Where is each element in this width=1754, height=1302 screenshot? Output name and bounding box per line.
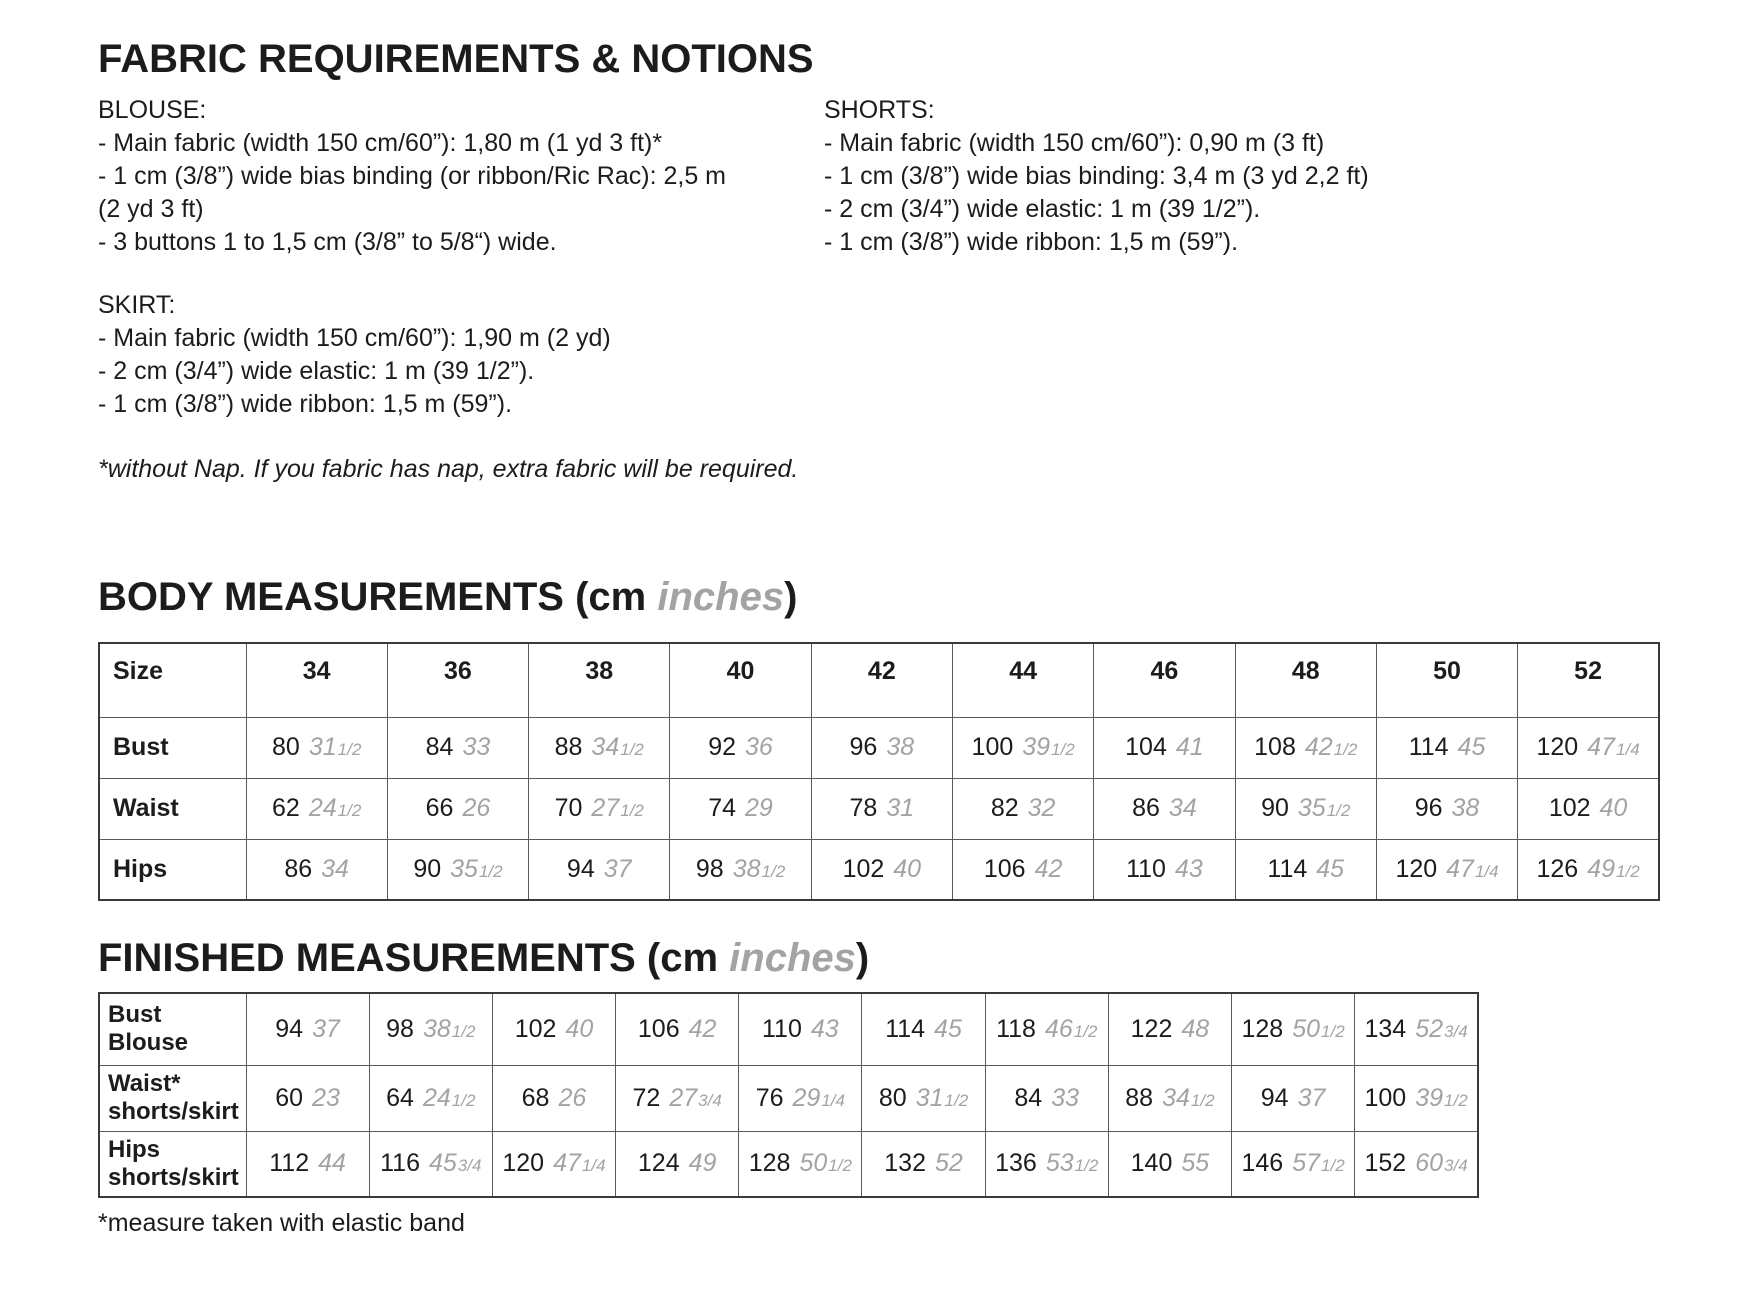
cm-value: 114 <box>1267 854 1308 883</box>
inch-value: 471/4 <box>553 1149 606 1178</box>
cm-value: 120 <box>1536 733 1579 761</box>
shorts-heading: SHORTS: <box>824 96 935 124</box>
inch-value: 531/2 <box>1045 1149 1099 1178</box>
inch-value: 571/2 <box>1292 1149 1345 1178</box>
cm-value: 120 <box>502 1149 545 1178</box>
measurement-cell <box>369 1065 492 1131</box>
measurement-cell <box>1376 778 1517 839</box>
inch-fraction: 1/2 <box>1333 740 1358 759</box>
inch-value: 271/2 <box>591 794 644 822</box>
measurement-cell <box>739 1065 862 1131</box>
fabric-requirements-section <box>98 94 1658 421</box>
cm-value: 86 <box>1132 794 1160 822</box>
inch-fraction: 1/4 <box>581 1156 606 1176</box>
size-column-header: 42 <box>811 643 952 717</box>
inch-value: 26 <box>558 1083 587 1112</box>
inch-value: 38 <box>886 733 915 761</box>
inch-value: 453/4 <box>428 1149 482 1178</box>
cm-value: 62 <box>272 794 300 822</box>
finished-measurements-heading-text: FINISHED MEASUREMENTS (cm <box>98 936 730 980</box>
measurement-cell <box>369 993 492 1065</box>
measurement-cell <box>985 1065 1108 1131</box>
cm-value: 68 <box>521 1083 550 1112</box>
inch-fraction: 1/2 <box>620 740 644 759</box>
inch-fraction: 3/4 <box>1444 1156 1468 1176</box>
inch-value: 26 <box>462 794 491 822</box>
inch-value: 33 <box>1051 1083 1080 1112</box>
size-column-header: 38 <box>529 643 670 717</box>
measurement-cell <box>492 993 615 1065</box>
inch-value: 33 <box>462 733 491 761</box>
inch-value: 40 <box>893 854 922 883</box>
size-header-row <box>99 643 1659 717</box>
shorts-items <box>824 127 1658 259</box>
measurement-cell <box>1355 1065 1478 1131</box>
requirement-line: - 1 cm (3/8”) wide bias binding: 3,4 m (3 yd 2,2 ft) <box>824 162 1369 190</box>
cm-value: 84 <box>1014 1083 1043 1112</box>
cm-value: 100 <box>971 733 1014 761</box>
cm-value: 106 <box>983 854 1026 883</box>
measurement-row <box>99 717 1659 778</box>
inch-value: 421/2 <box>1304 733 1358 761</box>
cm-value: 96 <box>1414 794 1443 822</box>
requirement-line: - Main fabric (width 150 cm/60”): 0,90 m (3 ft) <box>824 129 1325 157</box>
cm-value: 92 <box>708 733 737 761</box>
cm-value: 118 <box>996 1014 1036 1043</box>
requirement-line: - 1 cm (3/8”) wide ribbon: 1,5 m (59”). <box>824 228 1239 256</box>
cm-value: 88 <box>1125 1083 1154 1112</box>
cm-value: 104 <box>1125 733 1167 761</box>
inch-fraction: 3/4 <box>1444 1021 1468 1041</box>
cm-value: 122 <box>1130 1014 1173 1043</box>
measurement-cell <box>1355 1131 1478 1197</box>
cm-value: 152 <box>1364 1149 1407 1178</box>
inch-fraction: 1/2 <box>1074 1156 1099 1176</box>
cm-value: 116 <box>380 1149 420 1178</box>
cm-value: 80 <box>272 733 300 761</box>
measurement-cell <box>952 839 1093 900</box>
inch-value: 241/2 <box>422 1083 476 1112</box>
inch-value: 48 <box>1181 1014 1210 1043</box>
measurement-cell <box>369 1131 492 1197</box>
measurement-cell <box>387 839 528 900</box>
measurement-cell <box>985 993 1108 1065</box>
size-column-header: 52 <box>1518 643 1659 717</box>
measurement-cell <box>1235 778 1376 839</box>
measurement-cell <box>616 993 739 1065</box>
body-measurements-heading-close: ) <box>784 575 798 619</box>
measurement-cell <box>1518 839 1659 900</box>
inch-value: 45 <box>1457 733 1486 761</box>
inch-value: 45 <box>1316 854 1345 883</box>
inch-value: 40 <box>1599 794 1628 822</box>
cm-value: 94 <box>275 1014 304 1043</box>
cm-value: 86 <box>284 854 313 883</box>
inch-fraction: 1/2 <box>337 740 362 759</box>
measurement-cell <box>1518 778 1659 839</box>
measurement-row <box>99 1065 1478 1131</box>
inch-value: 23 <box>312 1083 340 1112</box>
measurement-cell <box>1376 839 1517 900</box>
inch-value: 381/2 <box>732 854 786 883</box>
measurement-cell <box>811 839 952 900</box>
inch-value: 34 <box>1168 794 1197 822</box>
inch-fraction: 1/2 <box>478 861 503 881</box>
cm-value: 120 <box>1395 854 1438 883</box>
inch-fraction: 1/2 <box>1444 1090 1468 1110</box>
cm-value: 128 <box>748 1149 791 1178</box>
inch-value: 471/4 <box>1446 854 1499 883</box>
measurement-cell <box>1235 717 1376 778</box>
measurement-cell <box>246 1065 369 1131</box>
requirement-line: - 2 cm (3/4”) wide elastic: 1 m (39 1/2”). <box>98 357 535 385</box>
cm-value: 94 <box>566 854 595 883</box>
requirement-line: (2 yd 3 ft) <box>98 195 204 223</box>
inch-fraction: 1/4 <box>1616 740 1640 759</box>
row-label: Bust <box>99 717 246 778</box>
skirt-items <box>98 322 824 421</box>
inch-value: 32 <box>1027 794 1056 822</box>
row-label: Waist* shorts/skirt <box>99 1065 246 1131</box>
inch-value: 273/4 <box>669 1083 722 1112</box>
measurement-cell <box>246 993 369 1065</box>
measurement-cell <box>616 1065 739 1131</box>
cm-value: 82 <box>990 794 1019 822</box>
inch-fraction: 1/2 <box>828 1156 852 1176</box>
measurement-cell <box>862 993 985 1065</box>
size-column-header: 34 <box>246 643 387 717</box>
inch-value: 241/2 <box>308 794 362 822</box>
measurement-cell <box>1518 717 1659 778</box>
inch-value: 49 <box>688 1149 717 1178</box>
inch-fraction: 3/4 <box>457 1156 482 1176</box>
measurement-cell <box>387 778 528 839</box>
inch-value: 471/4 <box>1587 733 1640 761</box>
cm-value: 66 <box>425 794 454 822</box>
inch-value: 38 <box>1451 794 1480 822</box>
inch-value: 501/2 <box>1292 1014 1345 1043</box>
inch-value: 341/2 <box>1162 1083 1215 1112</box>
finished-measurements-inches-unit: inches <box>729 936 856 980</box>
measurement-row <box>99 778 1659 839</box>
inch-fraction: 1/2 <box>1073 1021 1098 1041</box>
size-column-header: 36 <box>387 643 528 717</box>
measurement-cell <box>1108 1065 1231 1131</box>
inch-value: 391/2 <box>1415 1083 1468 1112</box>
measurement-cell <box>862 1131 985 1197</box>
inch-value: 37 <box>603 854 632 883</box>
cm-value: 88 <box>554 733 583 761</box>
blouse-requirements <box>98 94 824 259</box>
inch-fraction: 1/2 <box>944 1090 969 1110</box>
size-column-header: 40 <box>670 643 811 717</box>
measurement-cell <box>246 717 387 778</box>
cm-value: 98 <box>386 1014 414 1043</box>
inch-value: 341/2 <box>591 733 644 761</box>
inch-fraction: 1/2 <box>1190 1090 1215 1110</box>
inch-fraction: 1/2 <box>1321 1021 1345 1041</box>
measurement-cell <box>529 778 670 839</box>
inch-fraction: 1/2 <box>1326 801 1351 820</box>
cm-value: 94 <box>1260 1083 1289 1112</box>
cm-value: 70 <box>554 794 583 822</box>
inch-value: 55 <box>1181 1149 1210 1178</box>
cm-value: 134 <box>1364 1014 1407 1043</box>
body-measurements-heading <box>98 574 1658 620</box>
inch-value: 381/2 <box>422 1014 476 1043</box>
inch-fraction: 1/4 <box>821 1090 845 1110</box>
inch-value: 40 <box>565 1014 594 1043</box>
measurement-cell <box>952 717 1093 778</box>
measurement-cell <box>246 1131 369 1197</box>
requirement-line: - Main fabric (width 150 cm/60”): 1,80 m (1 yd 3 ft)* <box>98 129 663 157</box>
cm-value: 64 <box>386 1083 414 1112</box>
inch-value: 45 <box>934 1014 962 1043</box>
measurement-cell <box>529 839 670 900</box>
inch-value: 31 <box>886 794 915 822</box>
cm-value: 106 <box>637 1014 680 1043</box>
measurement-cell <box>1232 993 1355 1065</box>
inch-value: 29 <box>745 794 773 822</box>
cm-value: 102 <box>1548 794 1591 822</box>
inch-value: 311/2 <box>915 1083 969 1112</box>
requirement-line: - 2 cm (3/4”) wide elastic: 1 m (39 1/2”). <box>824 195 1261 223</box>
cm-value: 110 <box>1126 854 1166 883</box>
inch-value: 34 <box>321 854 349 883</box>
inch-value: 43 <box>1174 854 1203 883</box>
cm-value: 108 <box>1254 733 1296 761</box>
inch-value: 501/2 <box>799 1149 852 1178</box>
requirements-left-column <box>98 94 824 421</box>
cm-value: 78 <box>849 794 878 822</box>
inch-value: 603/4 <box>1415 1149 1468 1178</box>
cm-value: 102 <box>842 854 885 883</box>
cm-value: 84 <box>425 733 454 761</box>
cm-value: 74 <box>708 794 737 822</box>
requirement-line: - 3 buttons 1 to 1,5 cm (3/8” to 5/8“) wide. <box>98 228 557 256</box>
blouse-items <box>98 127 824 259</box>
inch-value: 291/4 <box>792 1083 845 1112</box>
measurement-cell <box>492 1065 615 1131</box>
measurement-cell <box>985 1131 1108 1197</box>
inch-fraction: 1/2 <box>337 801 362 820</box>
inch-value: 43 <box>810 1014 839 1043</box>
inch-value: 42 <box>1034 854 1063 883</box>
measurement-cell <box>1108 1131 1231 1197</box>
measurement-cell <box>1094 839 1235 900</box>
cm-value: 126 <box>1536 854 1579 883</box>
measurement-cell <box>1355 993 1478 1065</box>
cm-value: 72 <box>632 1083 661 1112</box>
measurement-cell <box>1376 717 1517 778</box>
cm-value: 146 <box>1241 1149 1284 1178</box>
size-column-header: 46 <box>1094 643 1235 717</box>
size-column-header: 44 <box>952 643 1093 717</box>
inch-value: 391/2 <box>1022 733 1075 761</box>
inch-value: 461/2 <box>1044 1014 1098 1043</box>
cm-value: 128 <box>1241 1014 1284 1043</box>
measurement-row <box>99 1131 1478 1197</box>
cm-value: 90 <box>413 854 442 883</box>
measurement-cell <box>811 778 952 839</box>
finished-measurements-heading <box>98 935 1658 981</box>
requirement-line: - 1 cm (3/8”) wide bias binding (or ribbon/Ric Rac): 2,5 m <box>98 162 727 190</box>
cm-value: 136 <box>995 1149 1037 1178</box>
measurement-cell <box>670 839 811 900</box>
measurement-cell <box>616 1131 739 1197</box>
measurement-cell <box>952 778 1093 839</box>
measurement-cell <box>670 778 811 839</box>
cm-value: 80 <box>878 1083 907 1112</box>
inch-fraction: 1/2 <box>1321 1156 1345 1176</box>
measurement-cell <box>387 717 528 778</box>
requirement-line: - Main fabric (width 150 cm/60”): 1,90 m (2 yd) <box>98 324 611 352</box>
requirement-line: - 1 cm (3/8”) wide ribbon: 1,5 m (59”). <box>98 390 513 418</box>
row-label: Bust Blouse <box>99 993 246 1065</box>
inch-fraction: 1/2 <box>451 1090 476 1110</box>
cm-value: 100 <box>1364 1083 1407 1112</box>
measurement-cell <box>1094 717 1235 778</box>
inch-value: 311/2 <box>308 733 362 761</box>
cm-value: 114 <box>885 1014 926 1043</box>
finished-measurements-table <box>98 992 1479 1198</box>
cm-value: 76 <box>755 1083 784 1112</box>
inch-fraction: 1/2 <box>761 861 786 881</box>
inch-value: 351/2 <box>450 854 503 883</box>
cm-value: 96 <box>849 733 878 761</box>
row-label: Waist <box>99 778 246 839</box>
measurement-cell <box>1108 993 1231 1065</box>
inch-fraction: 3/4 <box>698 1090 722 1110</box>
inch-fraction: 1/2 <box>1051 740 1075 759</box>
row-label: Hips shorts/skirt <box>99 1131 246 1197</box>
body-measurements-heading-text: BODY MEASUREMENTS (cm <box>98 575 658 619</box>
inch-value: 351/2 <box>1297 794 1351 822</box>
cm-value: 132 <box>884 1149 926 1178</box>
measurement-cell <box>492 1131 615 1197</box>
blouse-heading: BLOUSE: <box>98 96 207 124</box>
inch-fraction: 1/2 <box>620 801 644 820</box>
cm-value: 110 <box>762 1014 802 1043</box>
inch-fraction: 1/4 <box>1474 861 1499 881</box>
measurement-cell <box>1232 1131 1355 1197</box>
skirt-requirements <box>98 289 824 421</box>
elastic-band-footnote: *measure taken with elastic band <box>98 1209 465 1237</box>
row-label: Hips <box>99 839 246 900</box>
shorts-requirements <box>824 94 1658 259</box>
measurement-cell <box>670 717 811 778</box>
inch-value: 41 <box>1175 733 1204 761</box>
cm-value: 124 <box>637 1149 680 1178</box>
measurement-cell <box>739 1131 862 1197</box>
page-title: FABRIC REQUIREMENTS & NOTIONS <box>98 37 814 81</box>
inch-value: 491/2 <box>1587 854 1640 883</box>
inch-value: 37 <box>312 1014 340 1043</box>
measurement-cell <box>862 1065 985 1131</box>
measurement-cell <box>246 778 387 839</box>
finished-measurements-heading-close: ) <box>855 936 870 980</box>
measurement-row <box>99 839 1659 900</box>
skirt-heading: SKIRT: <box>98 291 176 319</box>
measurement-cell <box>811 717 952 778</box>
measurement-cell <box>246 839 387 900</box>
measurement-cell <box>1235 839 1376 900</box>
body-measurements-table <box>98 642 1660 901</box>
requirements-right-column <box>824 94 1658 421</box>
size-label-header: Size <box>99 643 246 717</box>
body-measurements-inches-unit: inches <box>657 575 785 619</box>
nap-note: *without Nap. If you fabric has nap, extra fabric will be required. <box>98 455 799 483</box>
cm-value: 90 <box>1261 794 1289 822</box>
inch-value: 42 <box>688 1014 717 1043</box>
cm-value: 114 <box>1408 733 1449 761</box>
inch-value: 44 <box>318 1149 346 1178</box>
inch-value: 37 <box>1297 1083 1326 1112</box>
cm-value: 140 <box>1130 1149 1173 1178</box>
measurement-row <box>99 993 1478 1065</box>
inch-value: 52 <box>934 1149 963 1178</box>
size-column-header: 50 <box>1376 643 1517 717</box>
size-column-header: 48 <box>1235 643 1376 717</box>
measurement-cell <box>739 993 862 1065</box>
cm-value: 112 <box>269 1149 310 1178</box>
measurement-cell <box>1094 778 1235 839</box>
inch-fraction: 1/2 <box>1616 861 1640 881</box>
cm-value: 60 <box>275 1083 304 1112</box>
measurement-cell <box>529 717 670 778</box>
cm-value: 98 <box>695 854 724 883</box>
inch-value: 36 <box>745 733 773 761</box>
inch-fraction: 1/2 <box>451 1021 476 1041</box>
measurement-cell <box>1232 1065 1355 1131</box>
inch-value: 523/4 <box>1415 1014 1468 1043</box>
cm-value: 102 <box>514 1014 557 1043</box>
